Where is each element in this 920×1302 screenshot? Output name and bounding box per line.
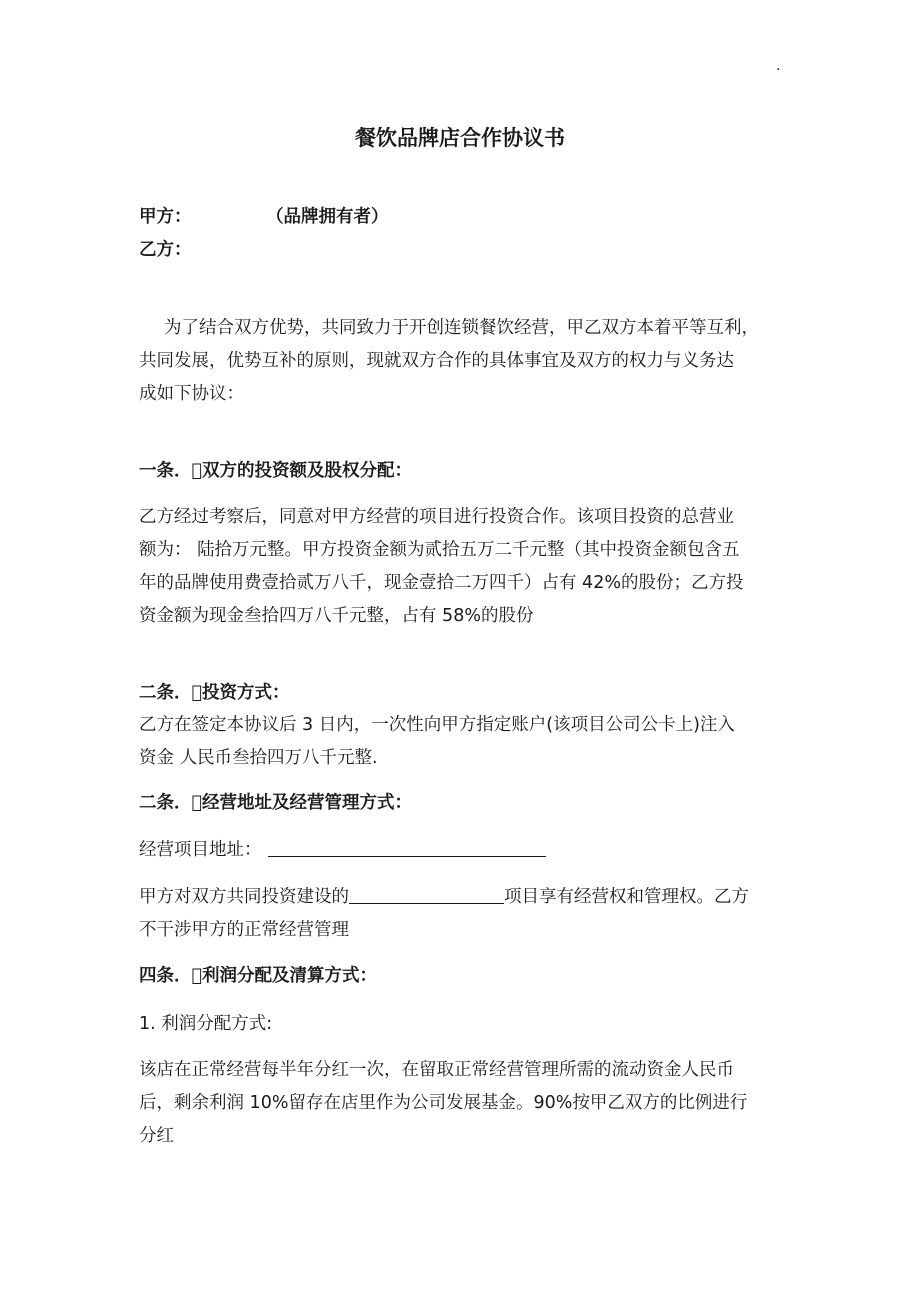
section-2-line: 乙方在签定本协议后 3 日内，一次性向甲方指定账户(该项目公司公卡上)注入: [139, 715, 735, 735]
section-2-line: 资金 人民币叁拾四万八千元整.: [139, 748, 378, 768]
project-name-blank: [349, 885, 504, 904]
management-row: [139, 883, 749, 908]
intro-line-3: 成如下协议：: [139, 384, 244, 404]
intro-line-1: 为了结合双方优势，共同致力于开创连锁餐饮经营，甲乙双方本着平等互利，: [164, 318, 759, 338]
section-1-line: 资金额为现金叁拾四万八千元整，占有 58%的股份: [139, 606, 534, 626]
header-mark: .: [776, 58, 781, 74]
party-a-label: 甲方：: [139, 207, 192, 227]
section-4-item-1: 1. 利润分配方式:: [139, 1014, 273, 1034]
address-label: 经营项目地址：: [139, 840, 262, 860]
section-1-line: 年的品牌使用费壹拾贰万八千，现金壹拾二万四千）占有 42%的股份；乙方投: [139, 573, 744, 593]
party-b-label: 乙方：: [139, 240, 192, 260]
section-4-line: 该店在正常经营每半年分红一次，在留取正常经营管理所需的流动资金人民币: [139, 1060, 734, 1080]
management-line-2: 不干涉甲方的正常经营管理: [139, 920, 349, 940]
section-1-heading: 一条． 双方的投资额及股权分配：: [139, 461, 413, 481]
section-2-heading: 二条． 投资方式：: [139, 683, 290, 703]
section-3-heading: 二条． 经营地址及经营管理方式：: [139, 793, 413, 813]
address-row: [139, 836, 546, 861]
document-title: 餐饮品牌店合作协议书: [355, 126, 565, 150]
management-prefix: 甲方对双方共同投资建设的: [139, 887, 349, 907]
section-4-line: 后，剩余利润 10%留存在店里作为公司发展基金。90%按甲乙双方的比例进行: [139, 1093, 748, 1113]
address-blank: [268, 838, 546, 857]
section-1-line: 额为： 陆拾万元整。甲方投资金额为贰拾五万二千元整（其中投资金额包含五: [139, 540, 740, 560]
section-1-line: 乙方经过考察后，同意对甲方经营的项目进行投资合作。该项目投资的总营业: [139, 507, 734, 527]
section-4-line: 分红: [139, 1126, 174, 1146]
management-suffix: 项目享有经营权和管理权。乙方: [504, 887, 749, 907]
party-a-note: （品牌拥有者）: [266, 207, 389, 227]
intro-line-2: 共同发展，优势互补的原则，现就双方合作的具体事宜及双方的权力与义务达: [139, 351, 734, 371]
section-4-heading: 四条． 利润分配及清算方式：: [139, 966, 378, 986]
